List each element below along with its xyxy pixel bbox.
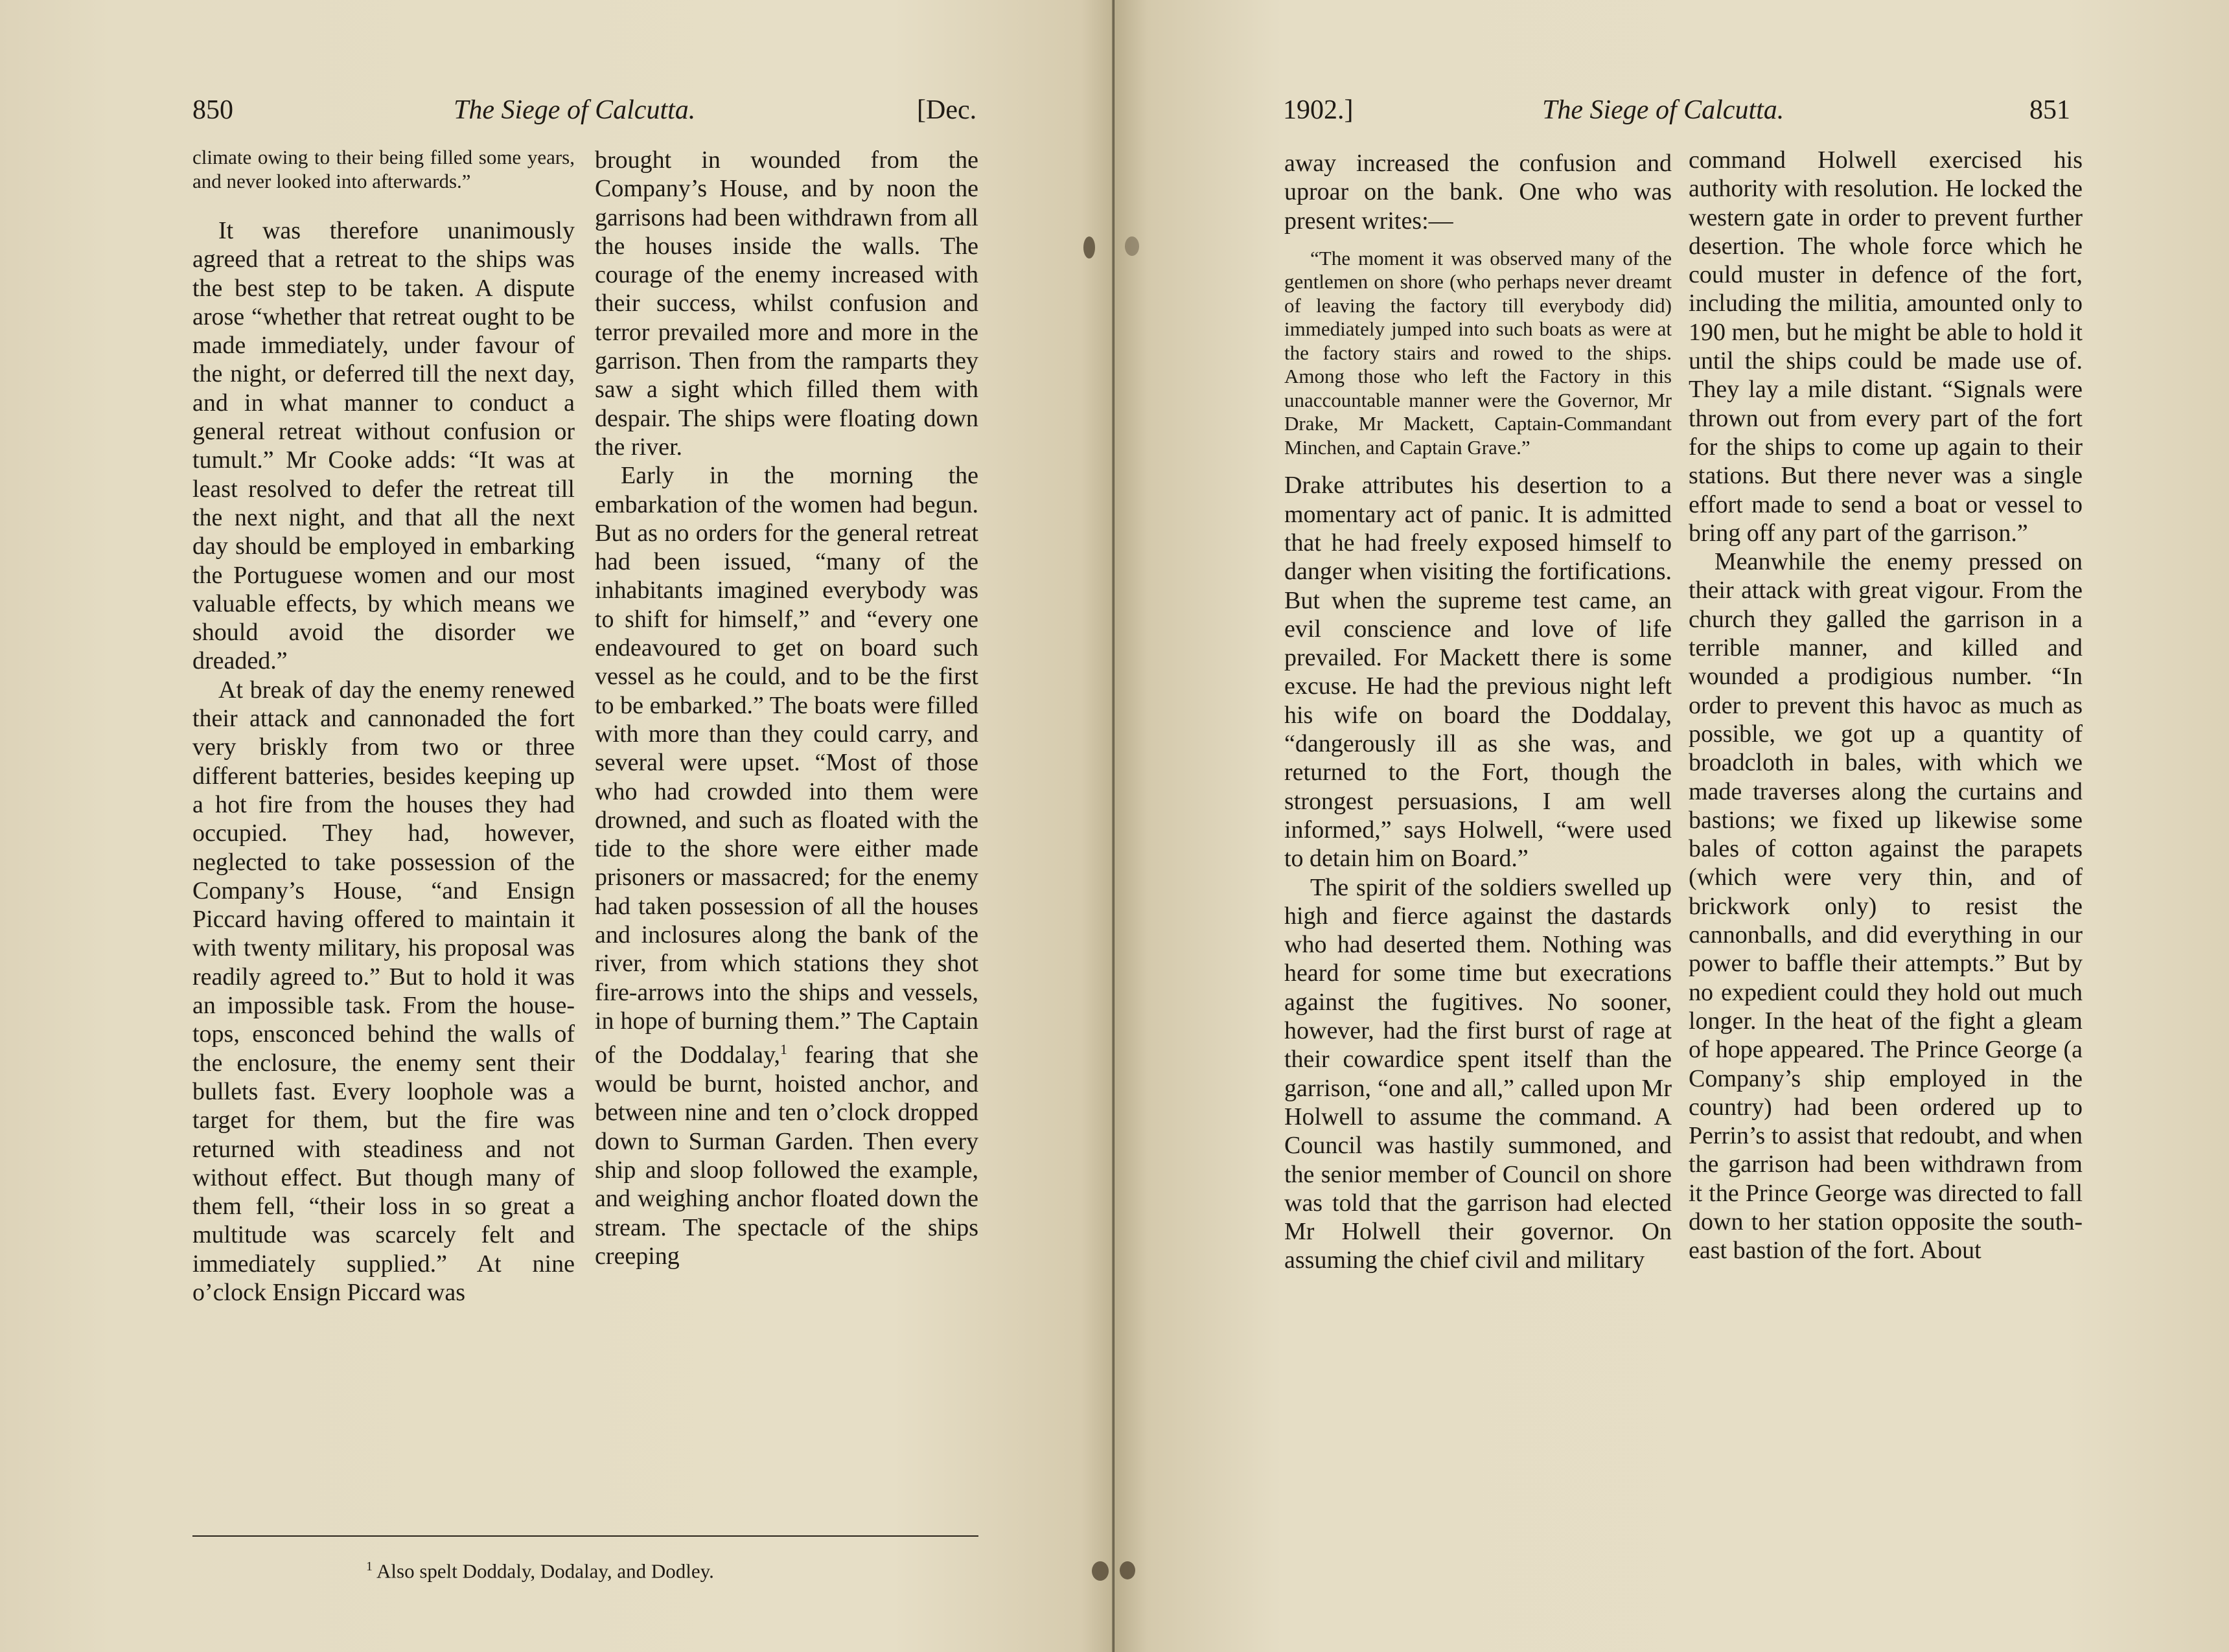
section-date: [Dec. [917, 95, 977, 125]
quote-block: “The moment it was observed many of the gentlemen on shore (who perhaps never dreamt of leaving the factory till everybody did) immediately jumped into such boats as were at the factory stairs and rowed to the ships. Among those who left the Factory in this unaccountable manner were the Governor, Mr Drake, Mr Mackett, Captain-Commandant Minchen, and Captain Grave.” [1284, 246, 1672, 459]
paragraph-continued: command Holwell exercised his authority with resolution. He locked the western gate in order to prevent further desertion. The whole force which he could muster in defence of the fort, including the militia, amounted only to 190 men, but he might be able to hold it until the ships could be made use of. They lay a mile distant. “Signals were thrown out from every part of the fort for the ships to come up again to their stations. But there never was a single effort made to send a boat or vessel to bring off any part of the garrison.” [1689, 146, 2083, 547]
paragraph-continued: away increased the confusion and uproar on the bank. One who was present writes:— [1284, 150, 1672, 235]
right-column-2 [1689, 146, 2083, 1265]
paragraph: The spirit of the soldiers swelled up high and fierce against the dastards who had deserted them. Nothing was heard for some time but execrations against the fugitives. No sooner, however, had the first burst of rage at their cowardice spent itself than the garrison, “one and all,” called upon Mr Holwell to assume the command. A Council was hastily summoned, and the senior member of Council on shore was told that the garrison had elected Mr Holwell their governor. On assuming the chief civil and military [1284, 873, 1672, 1274]
paragraph-text: Early in the morning the embarkation of the women had begun. But as no orders for the general retreat had been issued, “many of the inhabitants imagined everybody was to shift for himself,” and “every one endeavoured to get on board such vessel as he could, and to be the first to be embarked.” The boats were filled with more than they could carry, and several were upset. “Most of those who had crowded into them were drowned, and such as floated with the tide to the shore were either made prisoners or massacred; for the enemy had taken possession of all the houses and inclosures along the bank of the river, from which stations they shot fire-arrows into the ships and vessels, in hope of burning them.” The Captain of the Doddalay, [595, 462, 978, 1069]
running-title: The Siege of Calcutta. [1542, 95, 1784, 125]
section-date: 1902.] [1283, 95, 1354, 125]
footnote [366, 1554, 714, 1584]
right-page-header [1114, 91, 2229, 130]
binding-stain [1092, 1561, 1109, 1581]
footnote-text: Also spelt Doddaly, Dodalay, and Dodley. [376, 1559, 714, 1583]
left-page-header [0, 91, 1114, 130]
paragraph [595, 461, 978, 1270]
page-number: 850 [192, 95, 233, 125]
left-column-2 [595, 146, 978, 1270]
footnote-mark: 1 [366, 1559, 373, 1574]
paragraph: Meanwhile the enemy pressed on their attack with great vigour. From the church they galled the garrison in a terrible manner, and killed and wounded a prodigious number. “In order to prevent this havoc as much as possible, we got up a quantity of broadcloth in bales, with which we made traverses along the curtains and bastions; we fixed up likewise some bales of cotton against the parapets (which were very thin, and of brickwork only) to resist the cannonballs, and did everything in our power to baffle their attempts.” But by no expedient could they hold out much longer. In the heat of the fight a gleam of hope appeared. The Prince George (a Company’s ship employed in the country) had been ordered up to Perrin’s to assist that redoubt, and when the garrison had been withdrawn from it the Prince George was directed to fall down to her station opposite the south-east bastion of the fort. About [1689, 548, 2083, 1265]
page-number: 851 [2029, 95, 2070, 125]
paragraph-continued: brought in wounded from the Company’s House, and by noon the garrisons had been withdrawn from all the houses inside the walls. The courage of the enemy increased with their success, whilst confusion and terror prevailed more and more in the garrison. Then from the ramparts they saw a sight which filled them with despair. The ships were floating down the river. [595, 146, 978, 461]
quote-block: climate owing to their being filled some years, and never looked into afterwards.” [192, 146, 575, 192]
paragraph-text-tail: fearing that she would be burnt, hoisted anchor, and between nine and ten o’clock dropped down to Surman Garden. Then every ship and sloop followed the example, and weighing anchor floated down the stream. The spectacle of the ships creeping [595, 1041, 979, 1270]
left-page [0, 0, 1114, 1652]
paragraph: At break of day the enemy renewed their attack and cannonaded the fort very briskly from two or three different batteries, besides keeping up a hot fire from the houses they had occupied. They had, however, neglected to take possession of the Company’s House, “and Ensign Piccard having offered to maintain it with twenty military, his proposal was readily agreed to.” But to hold it was an impossible task. From the house-tops, ensconced behind the walls of the enclosure, the enemy sent their bullets fast. Every loophole was a target for them, but the fire was returned with steadiness and not without effect. But though many of them fell, “their loss in so great a multitude was scarcely felt and immediately supplied.” At nine o’clock Ensign Piccard was [192, 676, 575, 1306]
binding-stain [1120, 1561, 1135, 1579]
footnote-rule [192, 1535, 978, 1537]
right-column-1 [1284, 149, 1672, 1275]
running-title: The Siege of Calcutta. [454, 95, 696, 125]
binding-stain [1125, 236, 1139, 256]
left-column-1 [192, 146, 575, 1307]
paragraph-continued: Drake attributes his desertion to a momentary act of panic. It is admitted that he had freely exposed himself to danger when visiting the fortifications. But when the supreme test came, an evil conscience and love of life prevailed. For Mackett there is some excuse. He had the previous night left his wife on board the Doddalay, “dangerously ill as she was, and returned to the Fort, though the strongest persuasions, I am well informed,” says Holwell, “were used to detain him on Board.” [1284, 472, 1672, 873]
right-page [1114, 0, 2229, 1652]
binding-stain [1083, 236, 1095, 258]
paragraph: It was therefore unanimously agreed that a retreat to the ships was the best step to be taken. A dispute arose “whether that retreat ought to be made immediately, under favour of the night, or deferred till the next day, and in what manner to conduct a general retreat without confusion or tumult.” Mr Cooke adds: “It was at least resolved to defer the retreat till the next night, and that all the next day should be employed in embarking the Portuguese women and our most valuable effects, by which means we should avoid the disorder we dreaded.” [192, 217, 575, 675]
footnote-ref[interactable]: 1 [780, 1041, 788, 1058]
